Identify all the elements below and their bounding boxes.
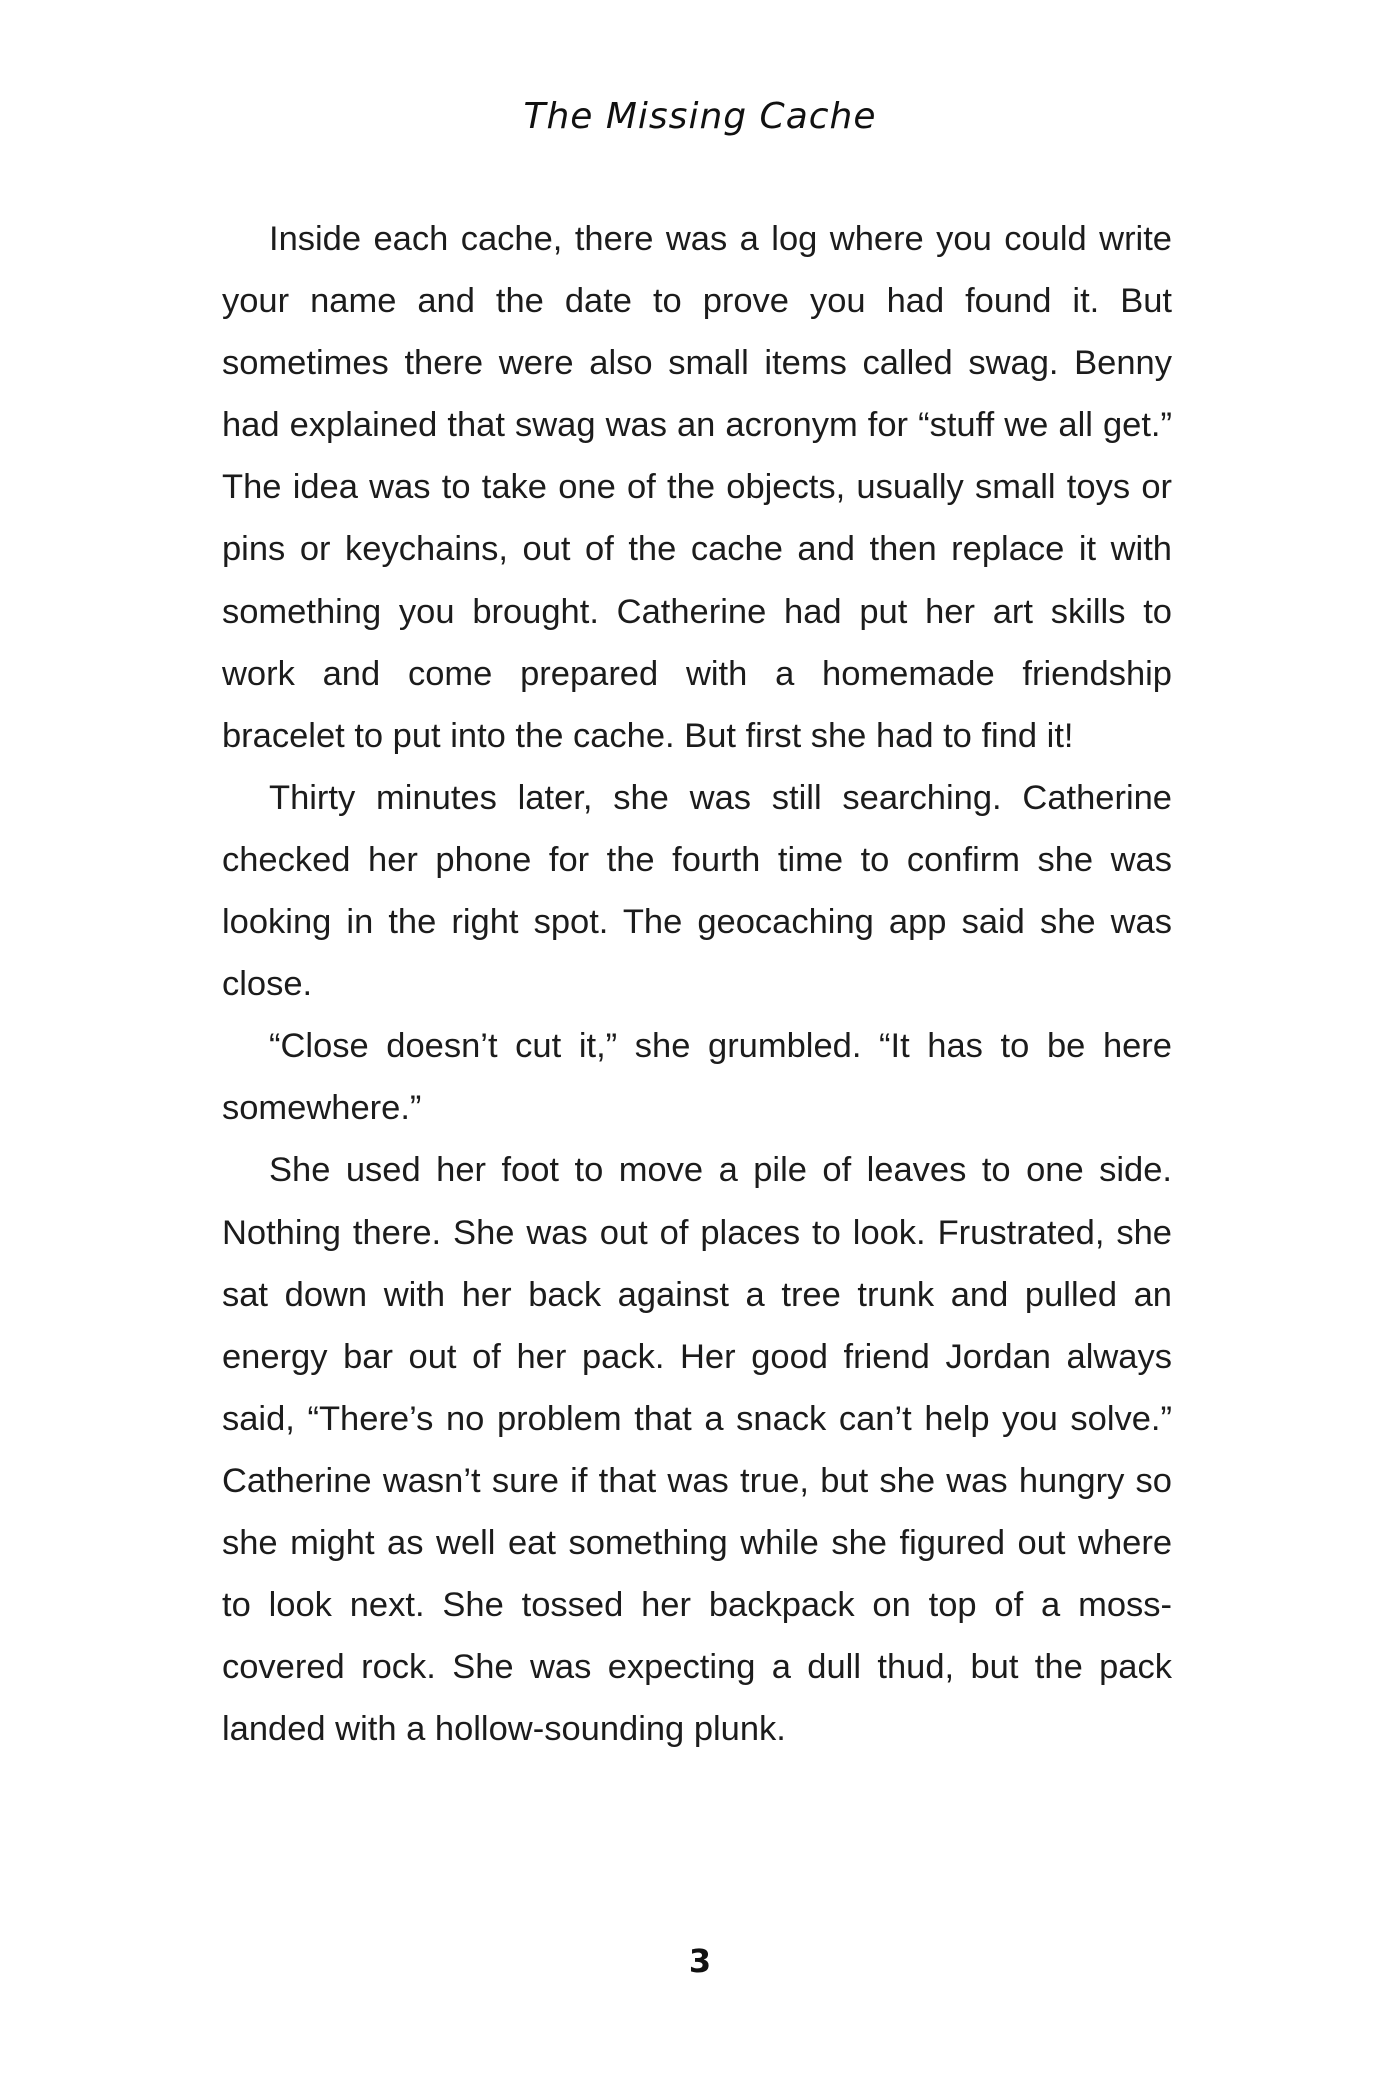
paragraph-2: Thirty minutes later, she was still searching. Catherine checked her phone for the fourth time to confirm she was looking in the right spot. The geocaching app said she was close. bbox=[222, 778, 1172, 1004]
body-text bbox=[222, 208, 1172, 1760]
paragraph-3: “Close doesn’t cut it,” she grumbled. “It has to be here somewhere.” bbox=[222, 1027, 1172, 1128]
page-number: 3 bbox=[688, 1942, 712, 1980]
paragraph-1: Inside each cache, there was a log where you could write your name and the date to prove you had found it. But sometimes there were also small items called swag. Benny had explained that swag was an acronym for “stuff we all get.” The idea was to take one of the objects, usually small toys or pins or keychains, out of the cache and then replace it with something you brought. Catherine had put her art skills to work and come prepared with a homemade friendship bracelet to put into the cache. But first she had to find it! bbox=[222, 220, 1172, 755]
paragraph-4: She used her foot to move a pile of leaves to one side. Nothing there. She was out of places to look. Frustrated, she sat down with her back against a tree trunk and pulled an energy bar out of her pack. Her good friend Jordan always said, “There’s no problem that a snack can’t help you solve.” Catherine wasn’t sure if that was true, but she was hungry so she might as well eat something while she figured out where to look next. She tossed her backpack on top of a moss-covered rock. She was expecting a dull thud, but the pack landed with a hollow-sounding plunk. bbox=[222, 1151, 1172, 1749]
running-head-title: The Missing Cache bbox=[523, 96, 877, 137]
